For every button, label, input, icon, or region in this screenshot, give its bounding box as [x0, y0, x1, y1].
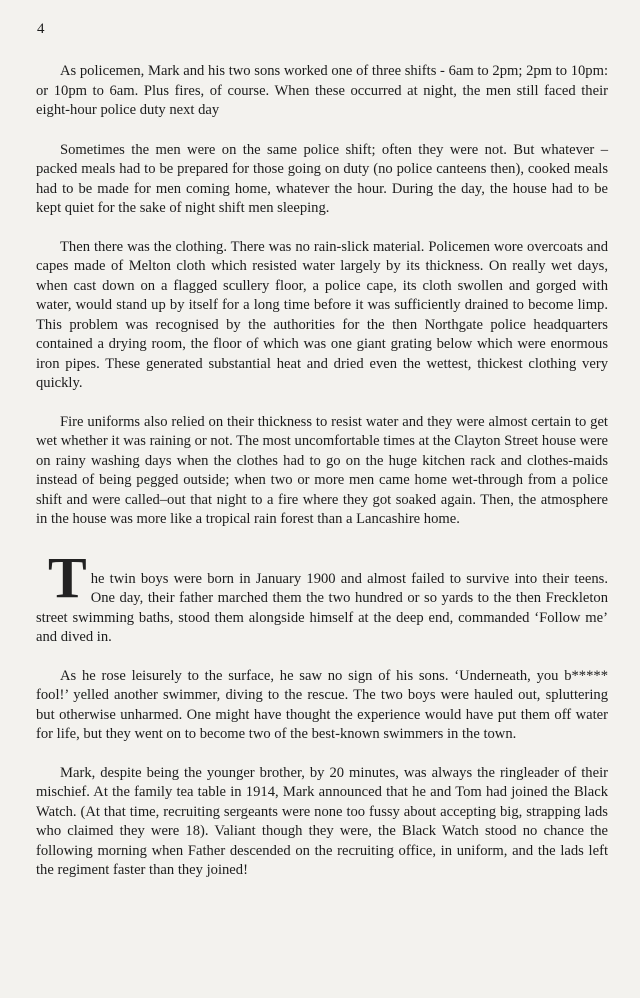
chapter-opening-text: he twin boys were born in January 1900 and almost failed to survive into their teens. One day, their father marched them the two hundred or so yards to the then Freckleton street swimming baths, stood them alongside himself at the deep end, commanded ‘Follow me’ and dived in.	[36, 570, 608, 645]
page-number: 4	[37, 21, 45, 37]
paragraph-fire-uniforms: Fire uniforms also relied on their thickness to resist water and they were almost certain to get wet whether it was raining or not. The most uncomfortable times at the Clayton Street house were on rainy washing days when the clothes had to go on the huge kitchen rack and clothes-maids instead of being pegged outside; when two or more men came home wet-through from a police shift and were called–out that night to a fire where they got soaked again. Then, the atmosphere in the house was more like a tropical rain forest than a Lancashire home.	[36, 413, 608, 527]
paragraph-swimming-rescue: As he rose leisurely to the surface, he saw no sign of his sons. ‘Underneath, you b***** fool!’ yelled another swimmer, diving to the rescue. The two boys were hauled out, spluttering but otherwise unharmed. One might have thought the experience would have put them off water for life, but they went on to become two of the best-known swimmers in the town.	[36, 667, 608, 742]
body-text	[36, 62, 608, 881]
paragraph-black-watch: Mark, despite being the younger brother, by 20 minutes, was always the ringleader of their mischief. At the family tea table in 1914, Mark announced that he and Tom had joined the Black Watch. (At that time, recruiting sergeants were none too fussy about accepting big, strapping lads who claimed they were 18). Valiant though they were, the Black Watch stood no chance the following morning when Father descended on the recruiting office, in uniform, and the lads left the regiment faster than they joined!	[36, 764, 608, 878]
paragraph-clothing: Then there was the clothing. There was no rain-slick material. Policemen wore overcoats and capes made of Melton cloth which resisted water largely by its thickness. On really wet days, when cast down on a flagged scullery floor, a police cape, its cloth swollen and gorged with water, would stand up by itself for a long time before it was sufficiently drained to become limp. This problem was recognised by the authorities for the then Northgate police headquarters contained a drying room, the floor of which was one giant grating below which were enormous iron pipes. These generated substantial heat and dried even the wettest, thickest clothing very quickly.	[36, 238, 608, 391]
paragraph-shift-meals: Sometimes the men were on the same police shift; often they were not. But whatever – packed meals had to be prepared for those going on duty (no police canteens then), cooked meals had to be made for men coming home, whatever the hour. During the day, the house had to be kept quiet for the sake of night shift men sleeping.	[36, 141, 608, 216]
chapter-opening-paragraph	[36, 544, 608, 648]
paragraph-shifts: As policemen, Mark and his two sons worked one of three shifts - 6am to 2pm; 2pm to 10pm: or 10pm to 6am. Plus fires, of course. When these occurred at night, the men still faced their eight-hour police duty next day	[36, 63, 608, 118]
drop-cap: T	[48, 544, 87, 610]
